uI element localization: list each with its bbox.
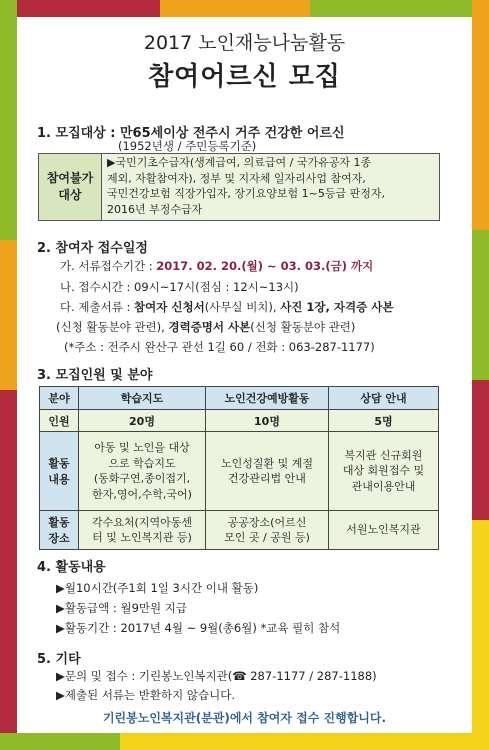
table-cell: 10명 [206, 410, 329, 432]
exclusion-label-1: 참여불가 [46, 171, 94, 185]
activity-line: ▶월10시간(주1회 1일 3시간 이내 활동) [56, 581, 259, 595]
cell-line: 아동 및 노인을 대상 [94, 441, 190, 454]
exclusion-box [38, 153, 440, 221]
etc-line: ▶문의 및 접수 : 기린봉노인복지관(☎ 287-1177 / 287-1188) [56, 669, 377, 683]
doc-career: 경력증명서 사본 [168, 320, 251, 334]
table-cell: 5명 [329, 410, 439, 432]
border-top-red [0, 0, 160, 17]
cell-line: 건강관리법 안내 [228, 472, 306, 485]
border-left-orange [0, 240, 17, 390]
cell-line: 서원노인복지관 [346, 523, 421, 537]
table-header: 노인건강예방활동 [206, 387, 329, 410]
required-docs [60, 299, 393, 315]
table-cell [79, 511, 206, 550]
exclusion-line: 2016년 부정수급자 [107, 202, 203, 216]
row-label-part: 활동 [48, 516, 70, 529]
section2-heading: 2. 참여자 접수일정 [37, 241, 148, 256]
exclusion-label-2: 대상 [58, 188, 82, 202]
cell-line: 모인 곳 / 공원 등) [224, 531, 310, 544]
reception-period [60, 258, 373, 274]
table-cell [206, 432, 329, 511]
activity-line: ▶활동기간 : 2017년 4월 ~ 9월(총6월) *교육 필히 참석 [56, 621, 341, 635]
required-docs-2 [56, 319, 355, 335]
cell-line: 한자,영어,수학,국어) [92, 487, 192, 501]
reception-hours: 나. 접수시간 : 09시~17시(점심 : 12시~13시) [60, 280, 299, 294]
activity-line: ▶활동급액 : 월9만원 지급 [56, 601, 187, 615]
exclusion-body [102, 154, 439, 220]
cell-line: 관내이용안내 [351, 479, 416, 493]
section5-heading: 5. 기타 [37, 652, 81, 667]
table-cell [206, 511, 329, 550]
doc-photo-license: 사진 1장, 자격증 사본 [280, 300, 394, 314]
section1-sub: (1952년생 / 주민등록기준) [118, 139, 257, 153]
doc-note-2: (신청 활동분야 관련), [56, 320, 169, 334]
table-header: 학습지도 [79, 387, 206, 410]
row-label-activity [40, 432, 79, 511]
address-phone: (*주소 : 전주시 완산구 관선 1길 60 / 전화 : 063-287-1177) [64, 340, 375, 354]
row-label-part: 장소 [48, 532, 70, 545]
exclusion-label [39, 154, 102, 220]
table-row [40, 511, 439, 550]
border-bottom-green [0, 733, 120, 750]
table-cell: 20명 [79, 410, 206, 432]
row-label-part: 내용 [48, 473, 70, 486]
table-cell [329, 432, 439, 511]
cell-line: 복지관 신규회원 [344, 448, 423, 462]
cell-line: 노인성질환 및 계절 [220, 456, 313, 470]
cell-line: 공공장소(어르신 [227, 515, 307, 529]
cell-line: 대상 회원접수 및 [342, 464, 425, 478]
etc-line: ▶제출된 서류는 반환하지 않습니다. [56, 688, 235, 702]
exclusion-line: 제외, 자활참여자), 정부 및 지자체 일자리사업 참여자, [107, 171, 366, 185]
section1-heading: 1. 모집대상 : 만65세이상 전주시 거주 건강한 어르신 [37, 126, 345, 141]
row-label-count: 인원 [40, 410, 79, 432]
title-line2: 참여어르신 모집 [148, 62, 341, 92]
section3-heading: 3. 모집인원 및 분야 [37, 368, 153, 383]
doc-note: (사무실 비치), [204, 300, 281, 314]
exclusion-line: 국민건강보험 직장가입자, 장기요양보험 1~5등급 판정자, [107, 187, 385, 200]
reception-period-value: 2017. 02. 20.(월) ~ 03. 03.(금) 까지 [156, 259, 374, 273]
table-cell [329, 511, 439, 550]
recruitment-table [39, 386, 439, 550]
table-cell [79, 432, 206, 511]
border-top-orange [160, 0, 310, 17]
table-header: 상담 안내 [329, 387, 439, 410]
required-docs-label: 다. 제출서류 : [60, 300, 135, 314]
cell-line: 터 및 노인복지관 등) [92, 531, 192, 544]
exclusion-line: ▶국민기초수급자(생계급여, 의료급여 / 국가유공자 1종 [107, 156, 372, 169]
footer-notice: 기린봉노인복지관(분관)에서 참여자 접수 진행합니다. [102, 711, 387, 725]
reception-period-label: 가. 서류접수기간 : [60, 259, 153, 273]
table-header: 분야 [40, 387, 79, 410]
cell-line: 각수요처(지역아동센 [92, 515, 192, 529]
table-header-row [40, 387, 439, 410]
row-label-part: 활동 [48, 457, 70, 470]
cell-line: 으로 학습지도 [108, 456, 176, 470]
table-row [40, 432, 439, 511]
border-right-red [472, 380, 489, 520]
table-row [40, 410, 439, 432]
title-line1: 2017 노인재능나눔활동 [143, 32, 346, 54]
cell-line: (동화구연,종이접기, [93, 472, 191, 485]
border-right-green [472, 230, 489, 380]
doc-application: 참여자 신청서 [134, 300, 205, 314]
row-label-place [40, 511, 79, 550]
doc-note-3: (신청 활동분야 관련) [250, 320, 356, 334]
section4-heading: 4. 활동내용 [37, 560, 106, 575]
border-left-red [0, 390, 17, 750]
